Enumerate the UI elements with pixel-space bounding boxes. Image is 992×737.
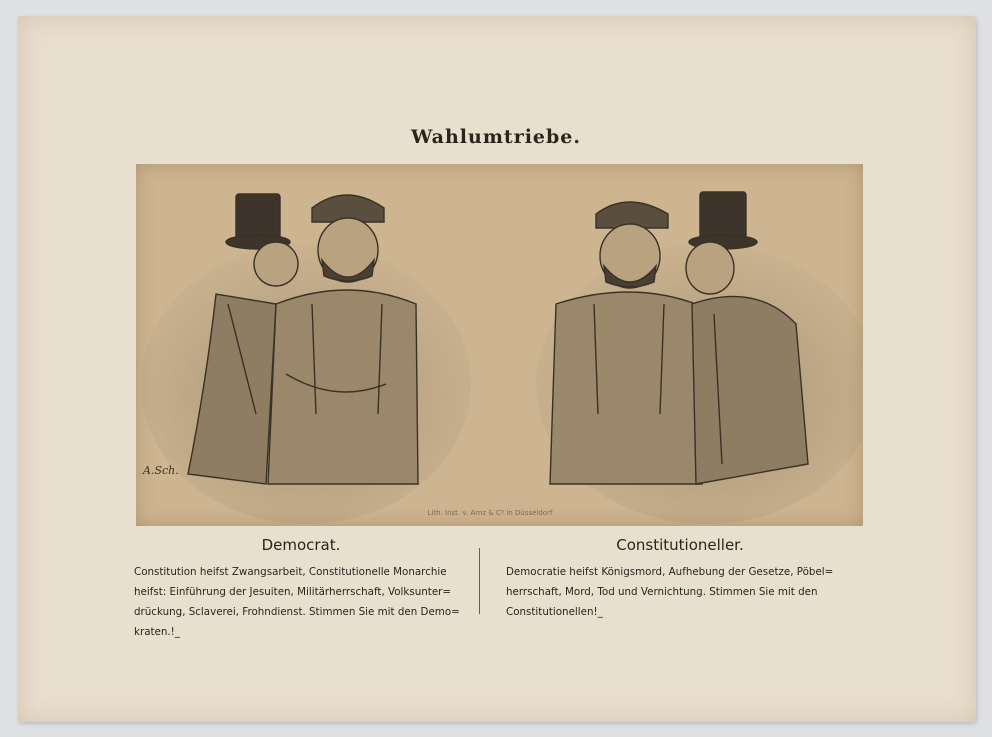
lithograph-illustration	[136, 164, 863, 526]
caption-divider	[479, 548, 480, 614]
printer-imprint: Lith. Inst. v. Arnz & Cº in Düsseldorf	[427, 509, 553, 517]
right-caption-line: Constitutionellen!_	[506, 606, 603, 618]
right-worker-man	[550, 202, 702, 484]
left-caption-line: kraten.!_	[134, 626, 180, 638]
artist-signature: A.Sch.	[143, 464, 179, 477]
right-caption-line: herrschaft, Mord, Tod und Vernichtung. Stimmen Sie mit den	[506, 586, 818, 598]
right-caption-text	[506, 562, 856, 622]
left-caption-heading: Democrat.	[261, 536, 341, 554]
left-caption-text	[134, 562, 464, 642]
lithograph-plate	[136, 164, 863, 526]
right-caption-line: Democratie heifst Königsmord, Aufhebung der Gesetze, Pöbel=	[506, 566, 834, 578]
print-title: Wahlumtriebe.	[410, 126, 582, 148]
left-caption-line: Constitution heifst Zwangsarbeit, Constitutionelle Monarchie	[134, 566, 447, 578]
right-top-hat-man	[686, 192, 808, 484]
left-caption-line: drückung, Sclaverei, Frohndienst. Stimmen Sie mit den Demo=	[134, 606, 460, 618]
left-worker-man	[268, 195, 418, 484]
right-caption-heading: Constitutioneller.	[616, 536, 744, 554]
left-caption-line: heifst: Einführung der Jesuiten, Militärherrschaft, Volksunter=	[134, 586, 452, 598]
